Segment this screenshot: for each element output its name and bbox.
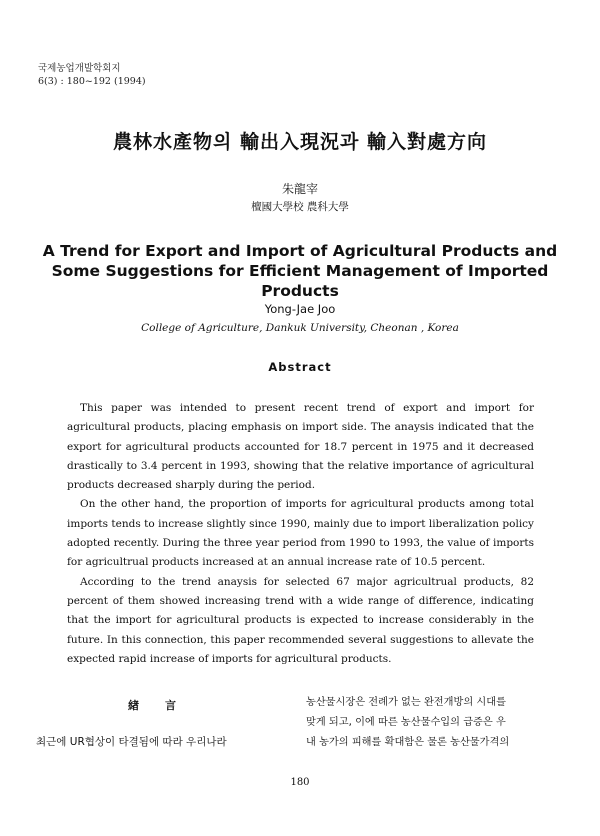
korean-title: 農林水產物의 輸出入現況과 輸入對處方向 bbox=[113, 131, 487, 153]
right-column-line: 맞게 되고, 이에 따른 농산물수입의 급증은 우 bbox=[306, 717, 506, 728]
journal-citation: 6(3) : 180~192 (1994) bbox=[38, 76, 146, 87]
korean-affiliation: 檀國大學校 農科大學 bbox=[251, 201, 349, 213]
journal-header bbox=[38, 62, 146, 88]
right-column-text bbox=[306, 693, 558, 753]
right-column-line: 농산물시장은 전례가 없는 완전개방의 시대를 bbox=[306, 697, 506, 708]
right-column-line: 내 농가의 피해를 확대함은 물론 농산물가격의 bbox=[306, 737, 510, 748]
abstract-paragraph-1: This paper was intended to present recent trend of export and import for agricultural products, placing emphasis on import side. The anaysis indicated that the export for agricultural products accounted for 18.7 percent in 1975 and it decreased drastically to 3.4 percent in 1993, showing that the relative importance of agricultural products decreased sharply during the period. bbox=[67, 402, 534, 492]
english-title: A Trend for Export and Import of Agricultural Products and Some Suggestions for Efficient Management of Imported Products bbox=[42, 242, 558, 300]
abstract-body bbox=[67, 399, 534, 669]
abstract-paragraph-2: On the other hand, the proportion of imports for agricultural products among total imports tends to increase slightly since 1990, mainly due to import liberalization policy adopted recently. During the three year period from 1990 to 1993, the value of imports for agricultrual products increased at an annual increase rate of 10.5 percent. bbox=[67, 498, 534, 569]
abstract-paragraph-3: According to the trend anaysis for selected 67 major agricultrual products, 82 percent of them showed increasing trend with a wide range of difference, indicating that the import for agricultural products is expected to increase considerably in the future. In this connection, this paper recommended several suggestions to allevate the expected rapid increase of imports for agricultural products. bbox=[67, 575, 534, 665]
left-column-text: 최근에 UR협상이 타결됨에 따라 우리나라 bbox=[36, 736, 227, 748]
english-author: Yong-Jae Joo bbox=[264, 302, 336, 316]
journal-name: 국제농업개발학회지 bbox=[38, 63, 121, 74]
korean-author: 朱龍宰 bbox=[281, 182, 318, 196]
abstract-heading: Abstract bbox=[268, 360, 332, 374]
page-number: 180 bbox=[290, 777, 310, 788]
english-affiliation: College of Agriculture, Dankuk University, Cheonan , Korea bbox=[141, 322, 459, 334]
introduction-heading: 緖言 bbox=[128, 699, 202, 712]
